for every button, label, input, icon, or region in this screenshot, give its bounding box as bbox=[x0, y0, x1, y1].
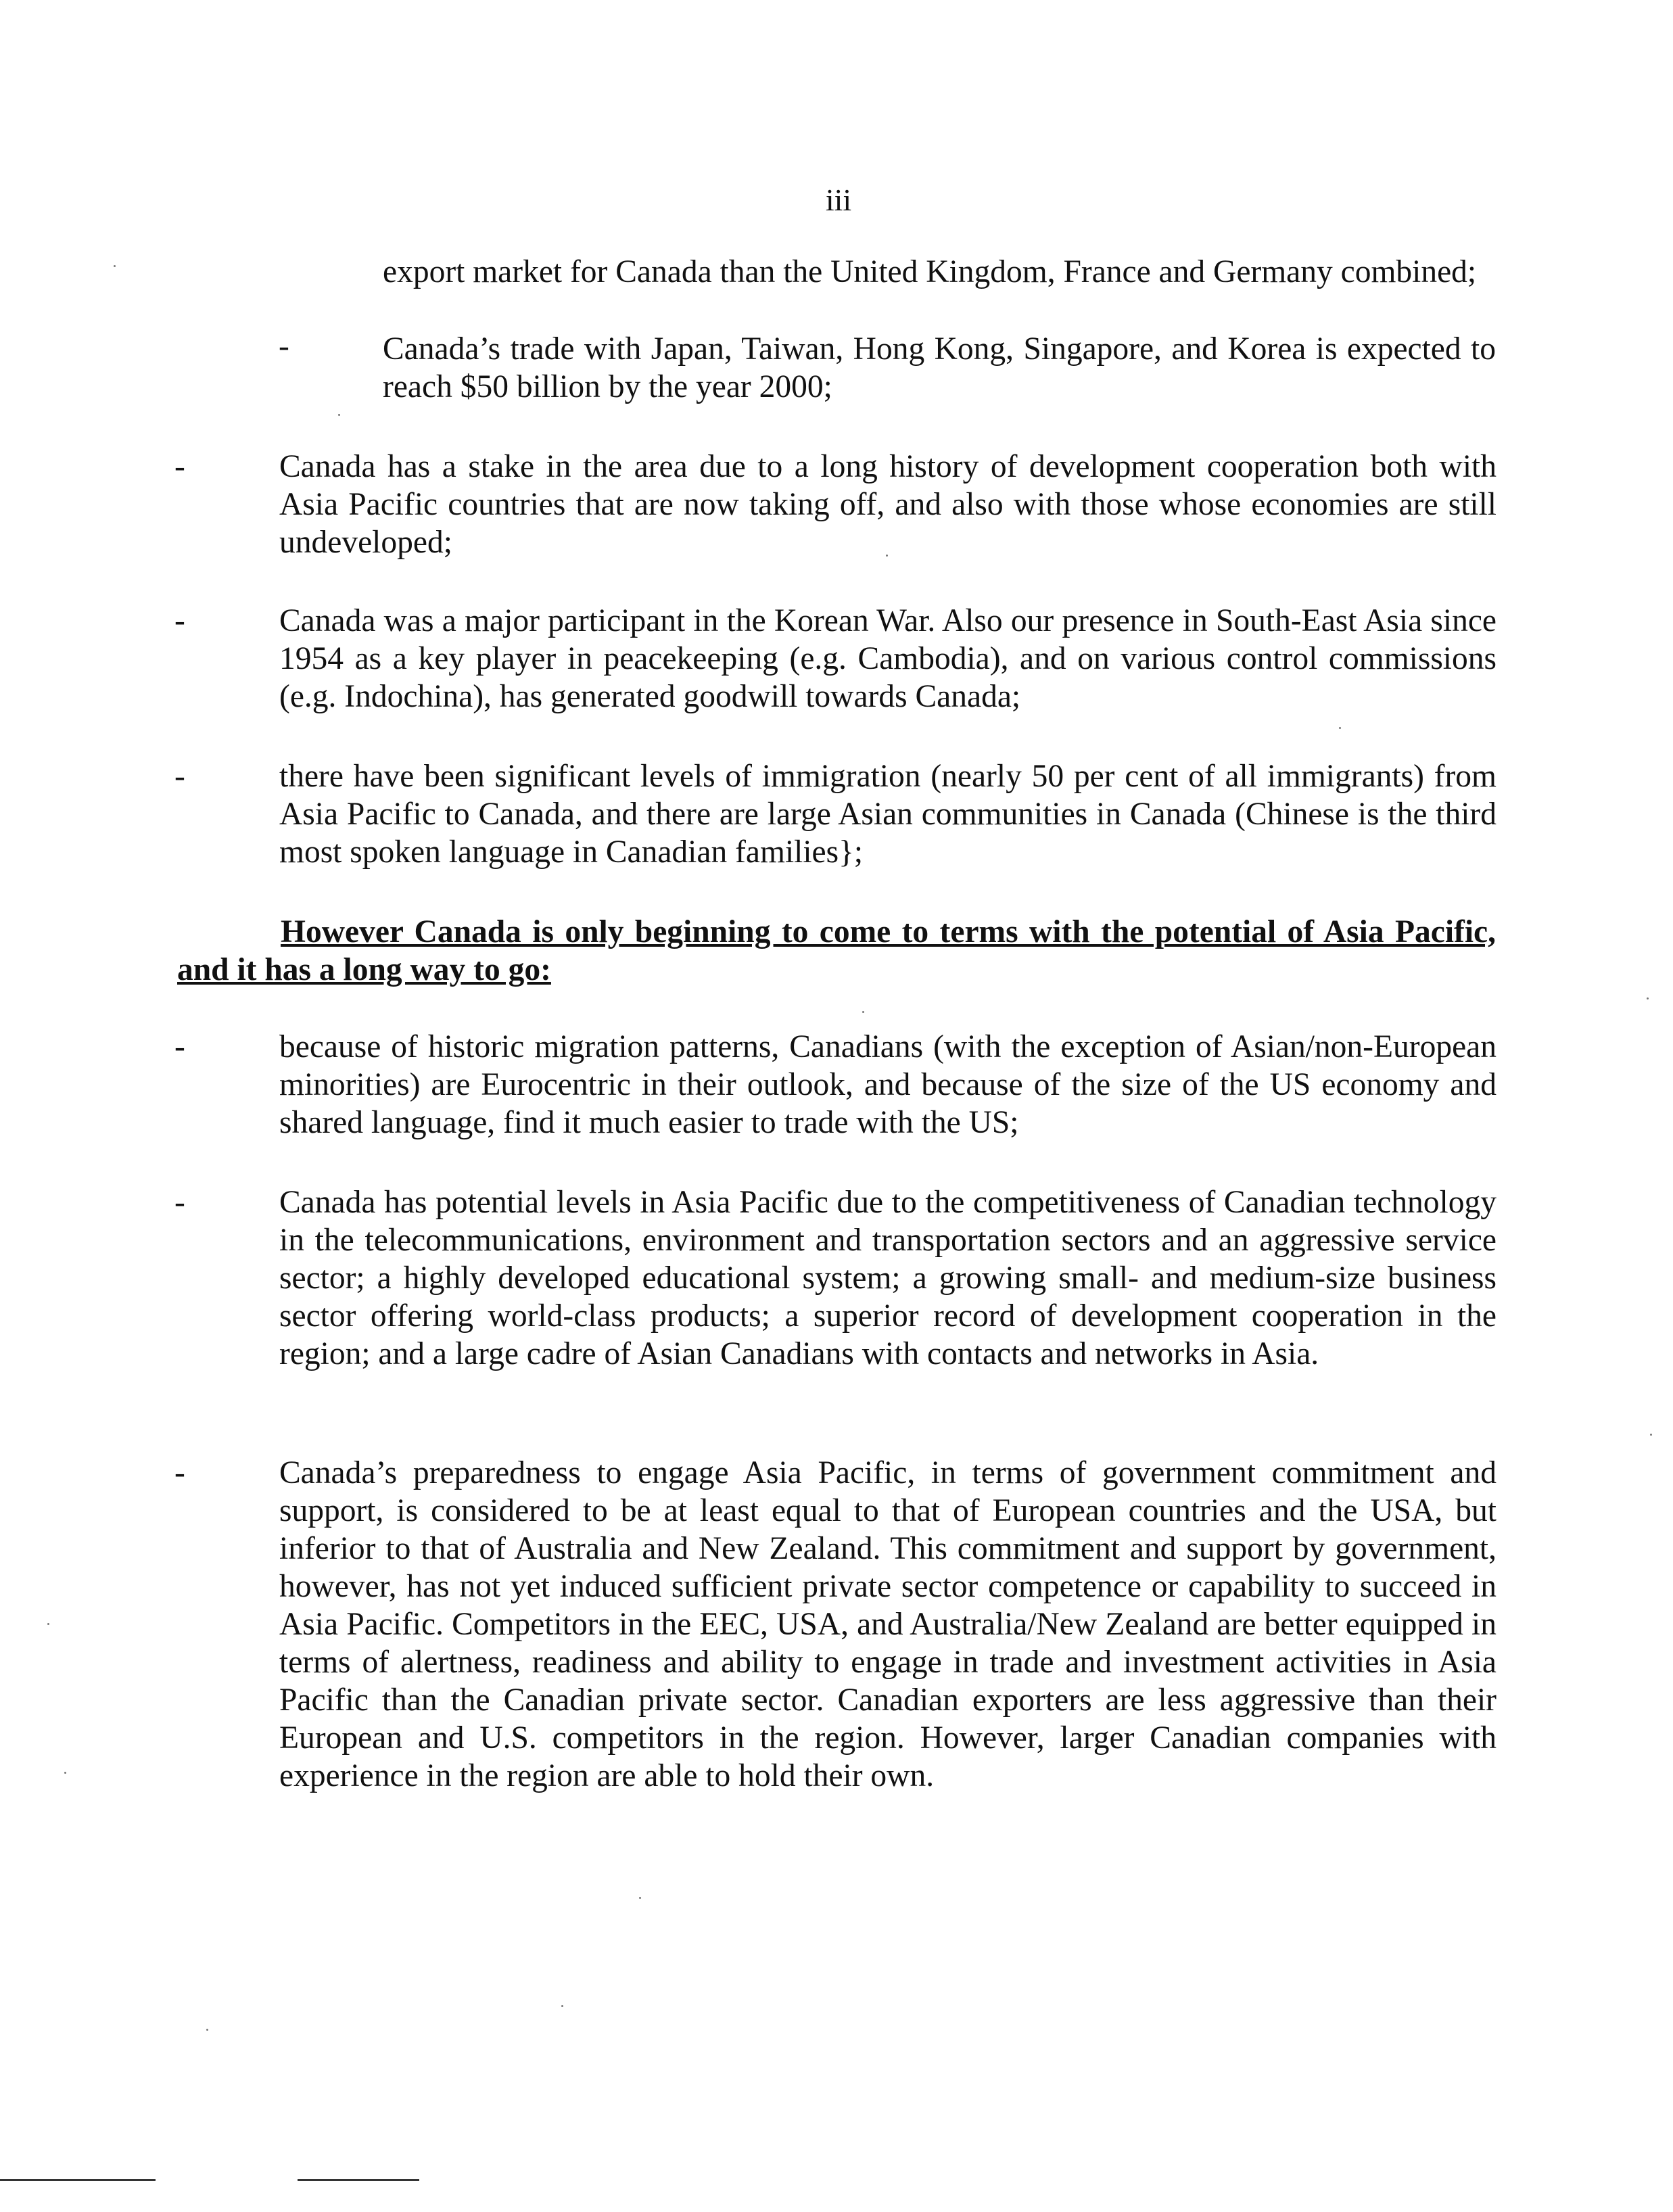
scan-speck bbox=[1650, 1434, 1652, 1436]
list-item-dash: - bbox=[174, 603, 185, 638]
scan-speck bbox=[1647, 997, 1649, 999]
scan-speck bbox=[862, 1011, 864, 1013]
scan-speck bbox=[64, 1772, 66, 1774]
sub-item-dash: - bbox=[279, 329, 289, 364]
sub-item-trade: Canada’s trade with Japan, Taiwan, Hong Kong, Singapore, and Korea is expected to reach $50 billion by the year 2000; bbox=[383, 331, 1496, 404]
list-item-immigration: there have been significant levels of immigration (nearly 50 per cent of all immigrants) from Asia Pacific to Canada, and there are large Asian communities in Canada (Chinese is the third most spoken language in Canadian families}; bbox=[279, 759, 1497, 870]
section-heading: However Canada is only beginning to come to terms with the potential of Asia Pacific, and it has a long way to go: bbox=[177, 914, 1496, 987]
list-item-dash: - bbox=[174, 1029, 185, 1064]
list-item-dash: - bbox=[174, 449, 185, 484]
scan-speck bbox=[338, 414, 340, 416]
scan-speck bbox=[206, 2029, 208, 2031]
scan-rule-right bbox=[298, 2179, 419, 2181]
sub-item-continued: export market for Canada than the United Kingdom, France and Germany combined; bbox=[383, 254, 1477, 289]
scan-speck bbox=[47, 1623, 49, 1625]
scan-speck bbox=[886, 555, 888, 557]
list-item-korean-war: Canada was a major participant in the Korean War. Also our presence in South-East Asia since 1954 as a key player in peacekeeping (e.g. Cambodia), and on various control commissions (e.g. Indochina), has generated goodwill towards Canada; bbox=[279, 603, 1497, 714]
scan-speck bbox=[639, 1897, 641, 1899]
scan-speck bbox=[561, 2005, 563, 2007]
scan-speck bbox=[114, 265, 116, 267]
page-number: iii bbox=[825, 183, 852, 217]
list-item-potential: Canada has potential levels in Asia Pacific due to the competitiveness of Canadian technology in the telecommunications, environment and transportation sectors and an aggressive service sector; a highly developed educational system; a growing small- and medium-size business sector offering world-class products; a superior record of development cooperation in the region; and a large cadre of Asian Canadians with contacts and networks in Asia. bbox=[279, 1185, 1497, 1371]
scan-speck bbox=[1339, 727, 1341, 729]
scan-rule-left bbox=[0, 2179, 156, 2181]
list-item-dash: - bbox=[174, 1455, 185, 1490]
list-item-dash: - bbox=[174, 759, 185, 794]
list-item-stake: Canada has a stake in the area due to a long history of development cooperation both with Asia Pacific countries that are now taking off, and also with those whose economies are still undeveloped; bbox=[279, 449, 1497, 560]
list-item-preparedness: Canada’s preparedness to engage Asia Pacific, in terms of government commitment and support, is considered to be at least equal to that of European countries and the USA, but inferior to that of Australia and New Zealand. This commitment and support by government, however, has not yet induced sufficient private sector competence or capability to succeed in Asia Pacific. Competitors in the EEC, USA, and Australia/New Zealand are better equipped in terms of alertness, readiness and ability to engage in trade and investment activities in Asia Pacific than the Canadian private sector. Canadian exporters are less aggressive than their European and U.S. competitors in the region. However, larger Canadian companies with experience in the region are able to hold their own. bbox=[279, 1455, 1497, 1793]
list-item-eurocentric: because of historic migration patterns, Canadians (with the exception of Asian/non-European minorities) are Eurocentric in their outlook, and because of the size of the US economy and shared language, find it much easier to trade with the US; bbox=[279, 1029, 1497, 1140]
list-item-dash: - bbox=[174, 1185, 185, 1220]
